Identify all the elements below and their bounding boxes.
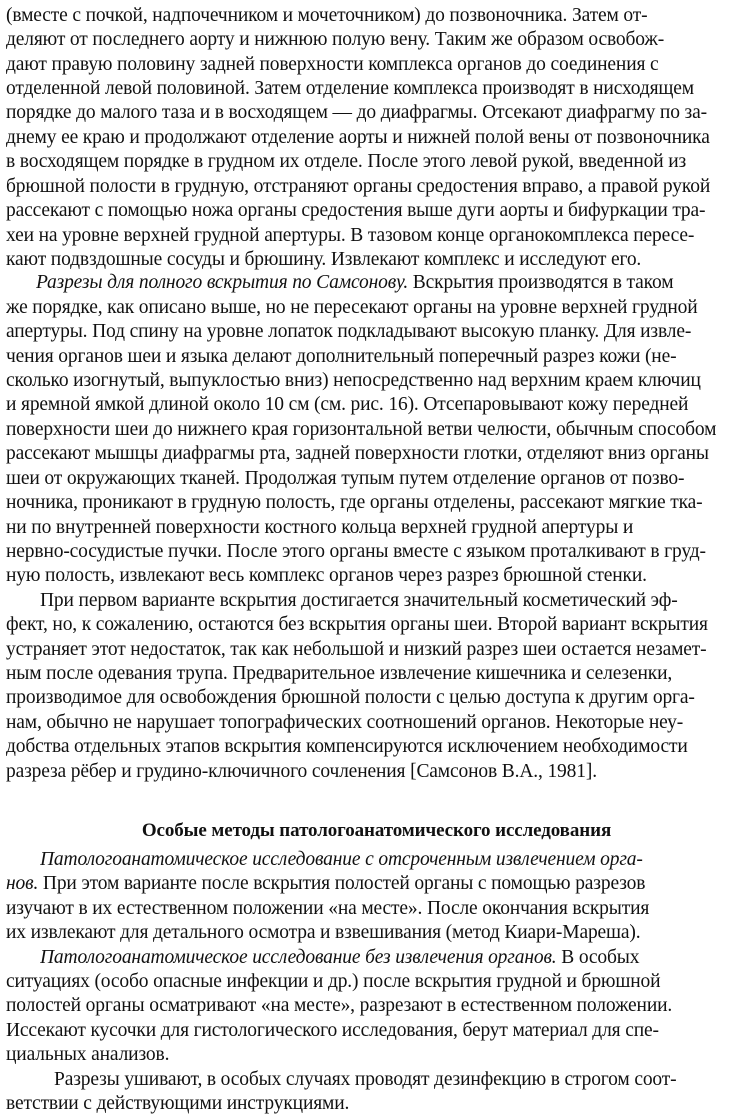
text-line: производимое для освобождения брюшной полости с целью доступа к другим орга-	[6, 687, 695, 709]
text-span: При этом варианте после вскрытия полостей органы с помощью разрезов	[38, 873, 646, 895]
italic-lead: Разрезы для полного вскрытия по Самсонову.	[36, 272, 409, 294]
text-line: и яремной ямкой длиной около 10 см (см. рис. 16). Отсепаровывают кожу передней	[6, 394, 689, 416]
text-line: днему ее краю и продолжают отделение аорты и нижней полой вены от позвоночника	[6, 126, 710, 148]
text-line: брюшной полости в грудную, отстраняют органы средостения вправо, а правой рукой	[6, 175, 711, 197]
text-line: Иссекают кусочки для гистологического исследования, берут материал для спе-	[6, 1019, 659, 1041]
text-line: в восходящем порядке в грудном их отделе. После этого левой рукой, введенной из	[6, 151, 687, 173]
text-line: нервно-сосудистые пучки. После этого органы вместе с языком проталкивают в груд-	[6, 540, 706, 562]
text-line: порядке до малого таза и в восходящем — до диафрагмы. Отсекают диафрагму по за-	[6, 102, 707, 124]
text-line: же порядке, как описано выше, но не пересекают органы на уровне верхней грудной	[6, 296, 698, 318]
text-line: дают правую половину задней поверхности комплекса органов до соединения с	[6, 53, 659, 75]
text-line: рассекают мышцы диафрагмы рта, задней поверхности глотки, отделяют вниз органы	[6, 443, 709, 465]
text-line: циальных анализов.	[6, 1044, 170, 1066]
text-line: ни по внутренней поверхности костного кольца верхней грудной апертуры и	[6, 516, 634, 538]
text-line: шеи от окружающих тканей. Продолжая тупым путем отделение органов от позво-	[6, 467, 685, 489]
text-line: деляют от последнего аорту и нижнюю полую вену. Таким же образом освобож-	[6, 29, 665, 51]
text-line: апертуры. Под спину на уровне лопаток подкладывают высокую планку. Для извле-	[6, 321, 692, 343]
text-line: поверхности шеи до нижнего края горизонтальной ветви челюсти, обычным способом	[6, 418, 717, 440]
text-line: разреза рёбер и грудино-ключичного сочленения [Самсонов В.А., 1981].	[6, 760, 597, 782]
text-line: добства отдельных этапов вскрытия компенсируются исключением необходимости	[6, 736, 688, 758]
text-line: ночника, проникают в грудную полость, где органы отделены, рассекают мягкие тка-	[6, 492, 703, 514]
paragraph-first-line	[40, 848, 753, 872]
text-line: (вместе с почкой, надпочечником и мочеточником) до позвоночника. Затем от-	[6, 4, 648, 26]
text-line: Разрезы ушивают, в особых случаях проводят дезинфекцию в строгом соот-	[54, 1068, 677, 1090]
italic-lead: нов.	[6, 873, 39, 895]
text-line: нам, обычно не нарушает топографических соотношений органов. Некоторые неу-	[6, 711, 684, 733]
text-line: ным после одевания трупа. Предварительное извлечение кишечника и селезенки,	[6, 663, 673, 684]
italic-lead: Патологоанатомическое исследование без извлечения органов.	[40, 946, 557, 968]
text-line: ветствии с действующими инструкциями.	[6, 1093, 350, 1114]
text-line: полостей органы осматривают «на месте», разрезают в естественном положении.	[6, 995, 673, 1017]
text-line: хеи на уровне верхней грудной апертуры. В тазовом конце органокомплекса пересе-	[6, 224, 695, 246]
text-line: изучают в их естественном положении «на месте». После окончания вскрытия	[6, 897, 650, 919]
text-line: рассекают с помощью ножа органы средостения выше дуги аорты и бифуркации тра-	[6, 200, 706, 222]
text-span: Вскрытия производятся в таком	[408, 272, 674, 294]
text-line: фект, но, к сожалению, остаются без вскрытия органы шеи. Второй вариант вскрытия	[6, 614, 708, 636]
text-line: отделенной левой половиной. Затем отделение комплекса производят в нисходящем	[6, 78, 694, 99]
text-line: кают подвздошные сосуды и брюшину. Извлекают комплекс и исследуют его.	[6, 248, 642, 270]
text-line: ную полость, извлекают весь комплекс органов через разрез брюшной стенки.	[6, 565, 647, 587]
text-line: При первом варианте вскрытия достигается значительный косметический эф-	[40, 589, 678, 611]
text-line: устраняет этот недостаток, так как небольшой и низкий разрез шеи остается незамет-	[6, 638, 707, 660]
paragraph-first-line	[36, 271, 753, 295]
text-span: В особых	[556, 946, 640, 968]
paragraph-first-line	[40, 946, 753, 970]
text-line: сколько изогнутый, выпуклостью вниз) непосредственно над верхним краем ключиц	[6, 370, 701, 391]
text-line: чения органов шеи и языка делают дополнительный поперечный разрез кожи (не-	[6, 345, 677, 367]
text-line: ситуациях (особо опасные инфекции и др.) после вскрытия грудной и брюшной	[6, 970, 661, 992]
text-line	[6, 872, 753, 896]
italic-lead: Патологоанатомическое исследование с отсроченным извлечением орга-	[40, 848, 643, 870]
section-heading: Особые методы патологоанатомического исследования	[141, 819, 612, 841]
text-line: их извлекают для детального осмотра и взвешивания (метод Киари-Мареша).	[6, 922, 641, 944]
